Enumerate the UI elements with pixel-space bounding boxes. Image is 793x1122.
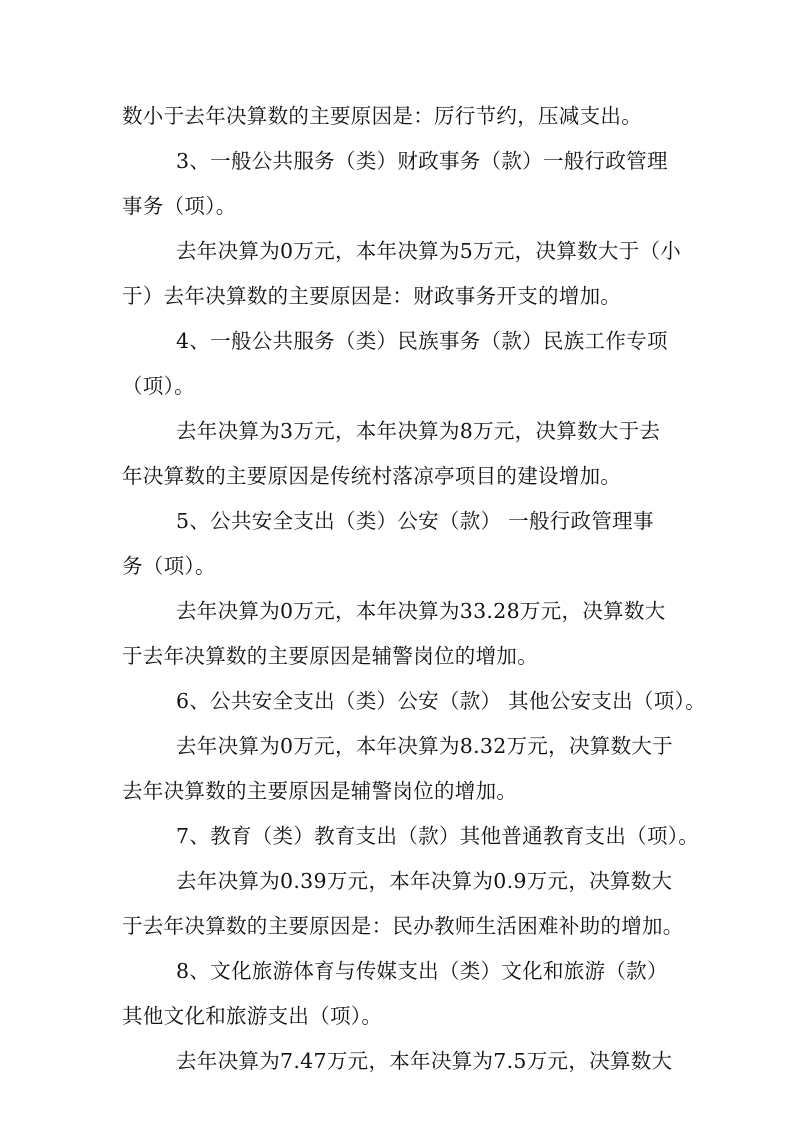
paragraph-line: 去年决算为3万元，本年决算为8万元，决算数大于去 (176, 419, 661, 443)
paragraph-line: 于）去年决算数的主要原因是：财政事务开支的增加。 (122, 284, 622, 308)
paragraph-line: 7、教育（类）教育支出（款）其他普通教育支出（项）。 (176, 824, 700, 848)
paragraph-line: 去年决算为7.47万元，本年决算为7.5万元，决算数大 (176, 1049, 673, 1073)
paragraph-line: 其他文化和旅游支出（项）。 (122, 1004, 383, 1028)
paragraph-line: 8、文化旅游体育与传媒支出（类）文化和旅游（款） (176, 959, 668, 983)
paragraph-line: 年决算数的主要原因是传统村落凉亭项目的建设增加。 (122, 464, 622, 488)
paragraph-line: 3、一般公共服务（类）财政事务（款）一般行政管理 (176, 149, 668, 173)
paragraph-line: 去年决算为0万元，本年决算为33.28万元，决算数大 (176, 599, 666, 623)
paragraph-line: 事务（项）。 (122, 194, 237, 218)
paragraph-line: 5、公共安全支出（类）公安（款） 一般行政管理事 (176, 509, 654, 533)
paragraph-line: 于去年决算数的主要原因是：民办教师生活困难补助的增加。 (122, 914, 684, 938)
paragraph-line: 于去年决算数的主要原因是辅警岗位的增加。 (122, 644, 538, 668)
paragraph-line: 4、一般公共服务（类）民族事务（款）民族工作专项 (176, 329, 668, 353)
paragraph-line: （项）。 (122, 374, 195, 398)
paragraph-line: 去年决算为0.39万元，本年决算为0.9万元，决算数大 (176, 869, 673, 893)
paragraph-line: 去年决算为0万元，本年决算为8.32万元，决算数大于 (176, 734, 673, 758)
paragraph-line: 数小于去年决算数的主要原因是：厉行节约，压减支出。 (122, 104, 642, 128)
paragraph-line: 务（项）。 (122, 554, 216, 578)
paragraph-line: 去年决算为0万元，本年决算为5万元，决算数大于（小 (176, 239, 682, 263)
paragraph-line: 去年决算数的主要原因是辅警岗位的增加。 (122, 779, 518, 803)
paragraph-line: 6、公共安全支出（类）公安（款） 其他公安支出（项）。 (176, 689, 706, 713)
